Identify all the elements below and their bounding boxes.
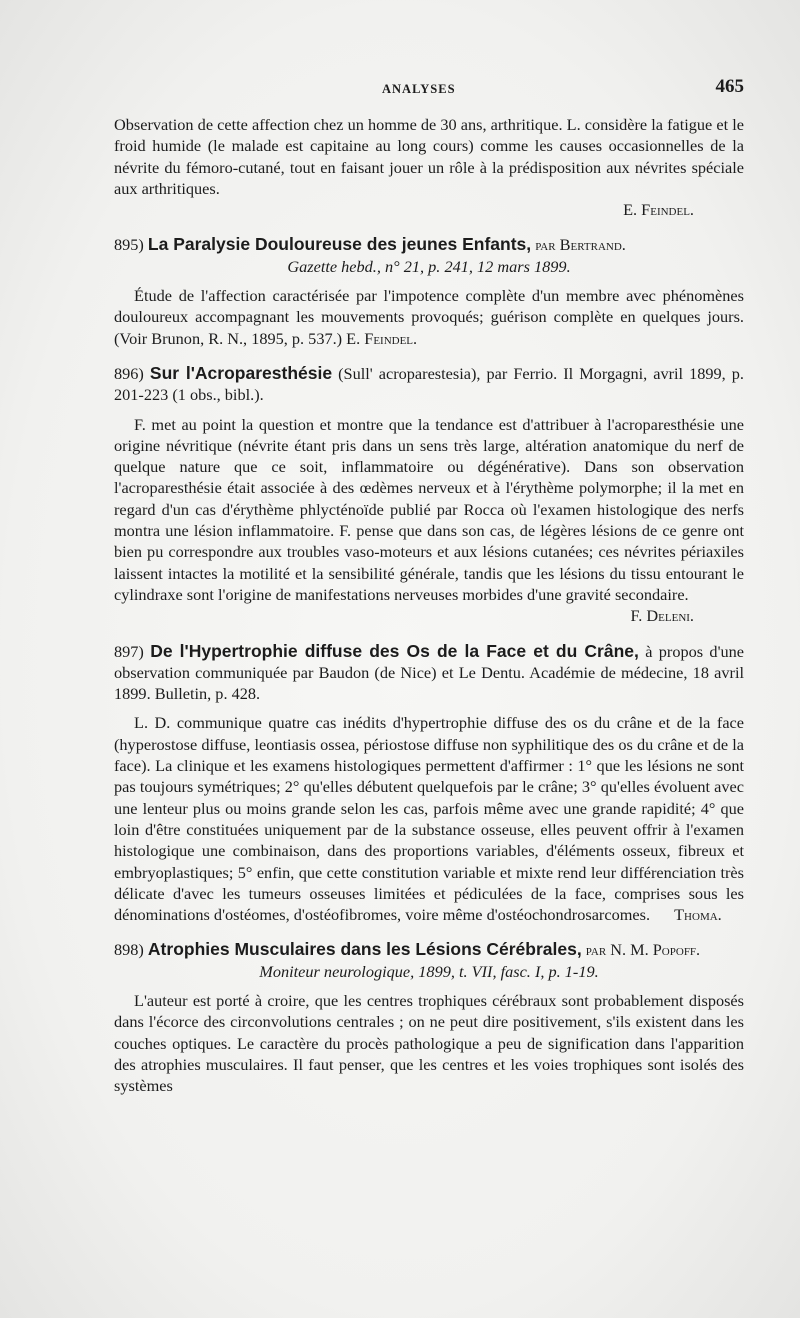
page-header [114,76,744,104]
entry-byline: par Bertrand. [535,235,626,255]
entry-title: Sur l'Acroparesthésie [149,362,333,383]
entry-signature: F. Deleni. [630,606,694,626]
intro-paragraph: Observation de cette affection chez un homme de 30 ans, arthritique. L. considère la fatigue et le froid humide (le malade est capitaine au long cours) comme les causes occasionnelles de la névrite du fémoro-cutané, tout en faisant jouer un rôle à la prédisposition aux névrites spéciale aux arthritiques. [114,115,744,198]
entry-898 [114,939,744,1096]
entry-number: 896) [114,363,144,383]
entry-number: 897) [114,641,144,661]
entry-text-body: Étude de l'affection caractérisée par l'impotence complète d'un membre avec phénomènes douloureux accompagnant les mouvements provoqués; guérison complète en quelques jours. (Voir Brunon, R. N., 1895, p. 537.) [114,286,744,348]
entry-title: La Paralysie Douloureuse des jeunes Enfants, [147,234,532,255]
entry-number: 898) [114,940,144,960]
entry-heading [114,641,744,705]
entry-text [114,712,744,925]
entry-byline: à propos d'une observation communiquée par Baudon (de Nice) et Le Dentu. Académie de médecine, 18 avril 1899. Bulletin, p. 428. [114,641,745,704]
entry-byline: par N. M. Popoff. [585,940,701,960]
intro-signature: E. Feindel. [623,200,694,220]
entry-number: 895) [114,235,144,255]
entry-896 [114,363,744,627]
entry-heading [114,363,744,406]
page-number: 465 [715,76,744,97]
entry-895 [114,234,744,348]
entry-source: Gazette hebd., n° 21, p. 241, 12 mars 1899. [287,256,571,276]
entry-text: L'auteur est porté à croire, que les centres trophiques cérébraux sont probablement disposés dans l'écorce des circonvolutions centrales ; on ne peut dire positivement, s'ils existent dans les couches optiques. Le caractère du procès pathologique a peu de signification dans l'apparition des atrophies musculaires. Il faut penser, que les centres et les voies trophiques sont isolés des systèmes [114,990,744,1096]
entry-heading [114,234,744,255]
entry-title: Atrophies Musculaires dans les Lésions Cérébrales, [147,939,582,960]
entry-text-body: L. D. communique quatre cas inédits d'hypertrophie diffuse des os du crâne et de la face (hyperostose diffuse, leontiasis ossea, périostose diffuse non syphilitique des os du crâne et de la face). La clinique et les examens histologiques permettent d'affirmer : 1° que les lésions ne sont pas toujours symétriques; 2° qu'elles débutent quelquefois par le crâne; 3° qu'elles évoluent avec une lenteur plus ou moins grande selon les cas, parfois même avec une grande rapidité; 4° que loin d'être constituées uniquement par de la substance osseuse, elles peuvent offrir à l'examen histologique une combinaison, dans des proportions variables, d'éléments osseux, fibreux et embryoplastiques; 5° enfin, que cette constitution variable et mixte rend leur différenciation très délicate d'avec les tumeurs osseuses limitées et pédiculées de la face, comprises sous les dénominations d'ostéomes, d'ostéofibromes, voire même d'ostéochondrosarcomes. [114,713,744,925]
entry-source: Moniteur neurologique, 1899, t. VII, fasc. I, p. 1-19. [259,961,599,981]
entry-text [114,285,744,349]
entry-signature: Thoma. [674,905,722,925]
entry-897 [114,641,744,926]
running-title: ANALYSES [382,82,456,96]
entry-title: De l'Hypertrophie diffuse des Os de la Face et du Crâne, [150,640,639,661]
page-body [114,114,744,1096]
entry-text: F. met au point la question et montre que la tendance est d'attribuer à l'acroparesthésie une origine névritique (névrite étant pris dans un sens très large, altération anatomique du nerf de quelque nature que ce soit, inflammatoire ou dégénérative). Dans son observation l'acroparesthésie était associée à des œdèmes nerveux et à l'érythème polymorphe; il la met en regard d'un cas d'érythème phlycténoïde publié par Rocca où l'examen histologique des nerfs montra une lésion inflammatoire. F. pense que dans son cas, de légères lésions de ce genre ont bien pu correspondre aux troubles vaso-moteurs et aux lésions cutanées; ces névrites périaxiles laissent intactes la motilité et la sensibilité générale, tandis que les lésions du tissu entourant le cylindraxe sont l'origine de manifestations nerveuses morbides d'une gravité secondaire. [114,414,744,604]
entry-signature: E. Feindel. [346,328,418,348]
entry-byline: (Sull' acroparestesia), par Ferrio. Il Morgagni, avril 1899, p. 201-223 (1 obs., bibl.). [114,363,744,405]
entry-heading [114,939,744,960]
